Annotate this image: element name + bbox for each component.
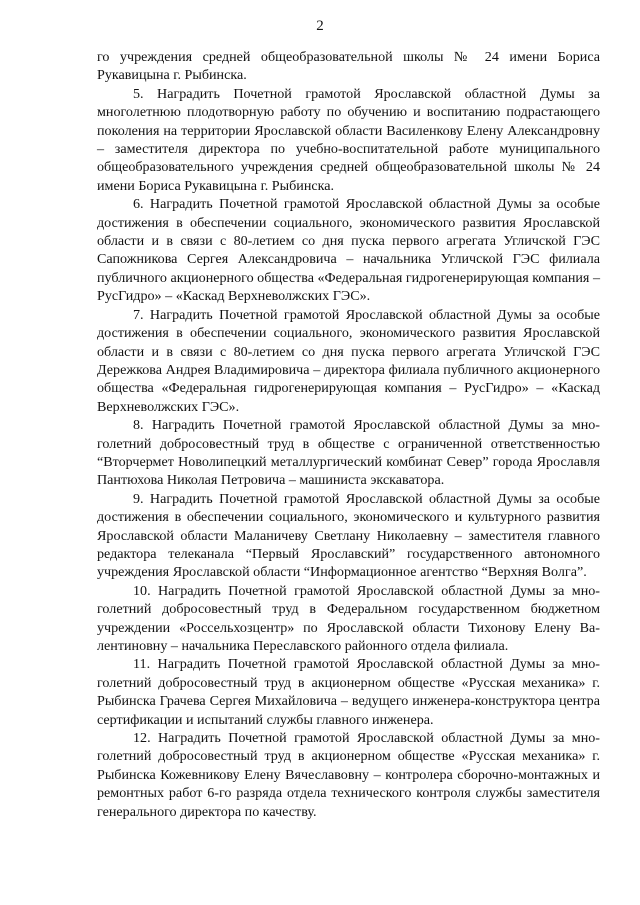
paragraph-item-11: 11. Наградить Почетной грамотой Ярославской областной Думы за многолетний добросовестный труд в акционерном обществе «Русская механика» г. Рыбинска Грачева Сергея Михайловича – ведущего инженера-конструктора центра сертификации и испытаний службы главного инженера. <box>97 656 600 728</box>
paragraph-item-8: 8. Наградить Почетной грамотой Ярославской областной Думы за многолетний добросовестный труд в обществе с ограниченной ответственностью “Вторчермет Новолипецкий металлургический комбинат Север” города Ярославля Пантюхова Николая Петровича – машиниста экскаватора. <box>97 417 600 489</box>
paragraph-item-12: 12. Наградить Почетной грамотой Ярославской областной Думы за многолетний добросовестный труд в акционерном обществе «Русская механика» г. Рыбинска Кожевникову Елену Вячеславовну – контролера сборочно-монтажных и ремонтных работ 6-го разряда отдела технического контроля службы заместителя генерального директора по качеству. <box>97 730 600 820</box>
page-number: 2 <box>316 18 324 34</box>
paragraph-item-9: 9. Наградить Почетной грамотой Ярославской областной Думы за особые достижения в обеспечении социального, экономического и культурного развития Ярославской области Маланичеву Светлану Николаевну – заместителя главного редактора телеканала “Первый Ярославский” государственного автономного учреждения Ярославской области “Информационное агентство “Верхняя Волга”. <box>97 490 600 581</box>
paragraph-item-6: 6. Наградить Почетной грамотой Ярославской областной Думы за особые достижения в обеспечении социального, экономического развития Ярославской области и в связи с 80-летием со дня пуска первого агрегата Угличской ГЭС Сапожникова Сергея Александровича – начальника Угличской ГЭС филиала публичного акционерного общества «Федеральная гидрогенерирующая компания – РусГидро» – «Каскад Верхневолжских ГЭС». <box>97 196 600 305</box>
paragraph-continuation: го учреждения средней общеобразовательной школы № 24 имени Бориса Рукавицына г. Рыбинска. <box>97 49 600 84</box>
paragraph-item-7: 7. Наградить Почетной грамотой Ярославской областной Думы за особые достижения в обеспечении социального, экономического развития Ярославской области и в связи с 80-летием со дня пуска первого агрегата Угличской ГЭС Дережкова Андрея Владимировича – директора филиала публичного акционерного общества «Федеральная гидрогенерирующая компания – РусГидро» – «Каскад Верхневолжских ГЭС». <box>97 306 600 415</box>
paragraph-item-5: 5. Наградить Почетной грамотой Ярославской областной Думы за многолетнюю плодотворную работу по обучению и воспитанию подрастающего поколения на территории Ярославской области Василенкову Елену Александровну – заместителя директора по учебно-воспитательной работе муниципального общеобразовательного учреждения средней общеобразовательной школы № 24 имени Бориса Рукавицына г. Рыбинска. <box>97 85 600 194</box>
document-body <box>97 48 600 821</box>
paragraph-item-10: 10. Наградить Почетной грамотой Ярославской областной Думы за многолетний добросовестный труд в Федеральном государственном бюджетном учреждении «Россельхозцентр» по Ярославской области Тихонову Елену Валентиновну – начальника Переславского районного отдела филиала. <box>97 582 600 654</box>
